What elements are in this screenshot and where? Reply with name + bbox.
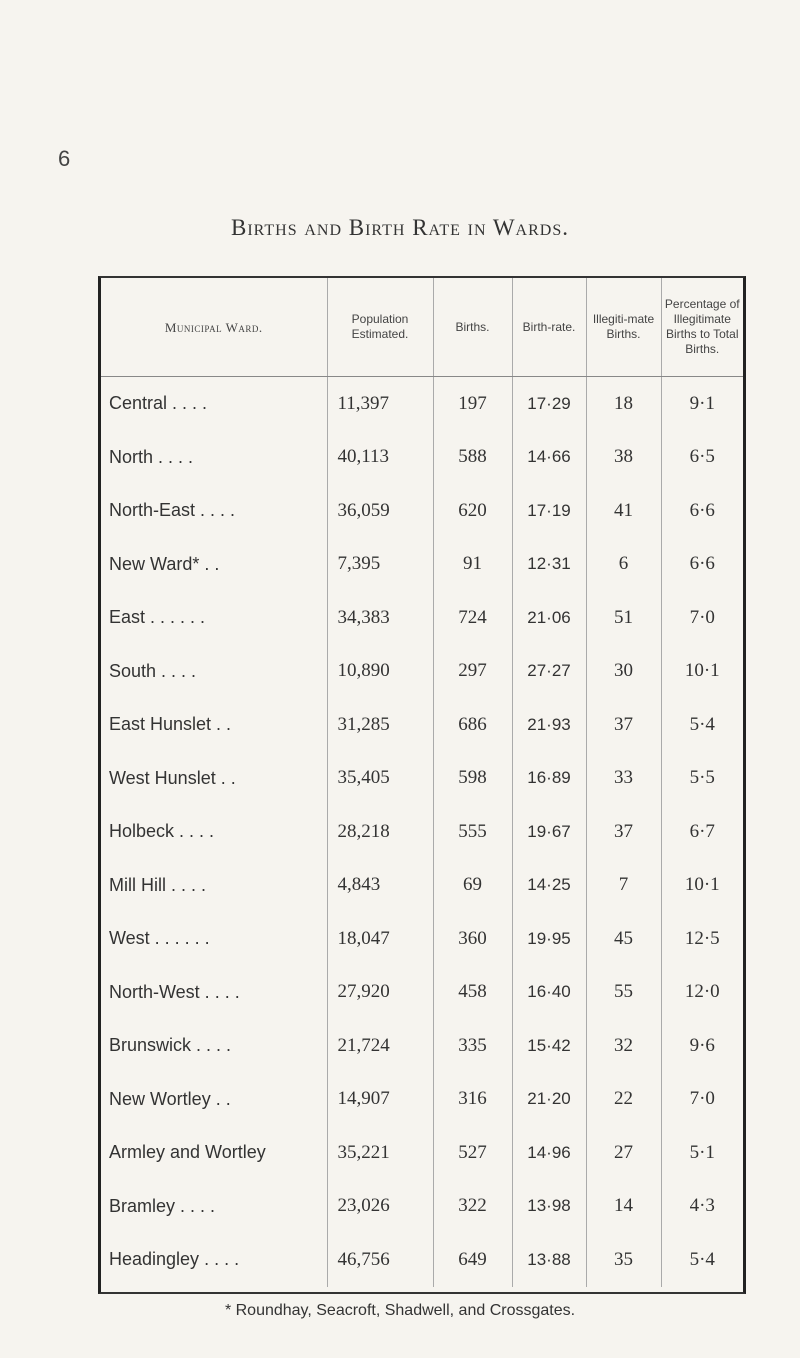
cell-ward: East . . . . . .: [109, 607, 206, 628]
header-percentage: Percentage of Illegitimate Births to Total Births.: [661, 278, 743, 377]
table-row: [101, 1073, 743, 1127]
cell-ward: Central . . . .: [109, 393, 208, 414]
cell-births: 322: [433, 1180, 512, 1234]
cell-percentage: 5·5: [661, 752, 743, 806]
cell-births: 91: [433, 538, 512, 592]
cell-births: 649: [433, 1233, 512, 1287]
cell-births: 527: [433, 1126, 512, 1180]
header-ward: Municipal Ward.: [101, 278, 327, 377]
cell-percentage: 6·5: [661, 431, 743, 485]
cell-births: 598: [433, 752, 512, 806]
cell-illegitimate: 27: [586, 1126, 661, 1180]
cell-illegitimate: 41: [586, 484, 661, 538]
table-row: [101, 912, 743, 966]
cell-percentage: 9·6: [661, 1019, 743, 1073]
cell-ward: Bramley . . . .: [109, 1195, 216, 1216]
table-row: [101, 538, 743, 592]
table-row: [101, 484, 743, 538]
cell-percentage: 5·1: [661, 1126, 743, 1180]
cell-illegitimate: 51: [586, 591, 661, 645]
cell-births: 197: [433, 377, 512, 431]
table-row: [101, 859, 743, 913]
header-row: [101, 278, 743, 377]
cell-percentage: 4·3: [661, 1180, 743, 1234]
cell-ward: Armley and Wortley: [109, 1142, 266, 1163]
cell-population: 35,405: [327, 752, 433, 806]
cell-births: 588: [433, 431, 512, 485]
cell-illegitimate: 6: [586, 538, 661, 592]
cell-population: 11,397: [327, 377, 433, 431]
cell-percentage: 9·1: [661, 377, 743, 431]
table-row: [101, 645, 743, 699]
cell-birth-rate: 17·29: [512, 377, 586, 431]
cell-birth-rate: 19·67: [512, 805, 586, 859]
cell-birth-rate: 14·66: [512, 431, 586, 485]
cell-illegitimate: 33: [586, 752, 661, 806]
cell-ward: North-West . . . .: [109, 981, 240, 1002]
cell-births: 724: [433, 591, 512, 645]
cell-birth-rate: 17·19: [512, 484, 586, 538]
cell-birth-rate: 16·89: [512, 752, 586, 806]
cell-ward: West . . . . . .: [109, 928, 210, 949]
births-table: [101, 278, 743, 1287]
cell-birth-rate: 14·25: [512, 859, 586, 913]
cell-ward: North-East . . . .: [109, 500, 236, 521]
cell-illegitimate: 45: [586, 912, 661, 966]
cell-population: 14,907: [327, 1073, 433, 1127]
cell-illegitimate: 55: [586, 966, 661, 1020]
cell-births: 297: [433, 645, 512, 699]
footnote: * Roundhay, Seacroft, Shadwell, and Crossgates.: [224, 1302, 576, 1319]
cell-percentage: 6·6: [661, 538, 743, 592]
cell-births: 316: [433, 1073, 512, 1127]
cell-population: 23,026: [327, 1180, 433, 1234]
cell-percentage: 7·0: [661, 1073, 743, 1127]
cell-percentage: 5·4: [661, 1233, 743, 1287]
cell-population: 46,756: [327, 1233, 433, 1287]
header-birth-rate: Birth-rate.: [512, 278, 586, 377]
table-row: [101, 1019, 743, 1073]
cell-birth-rate: 14·96: [512, 1126, 586, 1180]
table-row: [101, 431, 743, 485]
page-title: Births and Birth Rate in Wards.: [230, 215, 569, 240]
cell-ward: Mill Hill . . . .: [109, 874, 206, 895]
cell-illegitimate: 7: [586, 859, 661, 913]
cell-population: 4,843: [327, 859, 433, 913]
cell-illegitimate: 30: [586, 645, 661, 699]
cell-births: 69: [433, 859, 512, 913]
table-row: [101, 1180, 743, 1234]
cell-population: 10,890: [327, 645, 433, 699]
cell-ward: North . . . .: [109, 446, 194, 467]
cell-population: 31,285: [327, 698, 433, 752]
table-row: [101, 591, 743, 645]
cell-birth-rate: 13·88: [512, 1233, 586, 1287]
cell-percentage: 7·0: [661, 591, 743, 645]
page-number: 6: [58, 146, 71, 171]
cell-birth-rate: 19·95: [512, 912, 586, 966]
cell-births: 335: [433, 1019, 512, 1073]
cell-population: 21,724: [327, 1019, 433, 1073]
cell-percentage: 12·5: [661, 912, 743, 966]
cell-birth-rate: 13·98: [512, 1180, 586, 1234]
cell-birth-rate: 21·93: [512, 698, 586, 752]
cell-population: 34,383: [327, 591, 433, 645]
cell-birth-rate: 21·06: [512, 591, 586, 645]
births-table-frame: [98, 276, 746, 1294]
header-population: Population Estimated.: [327, 278, 433, 377]
cell-births: 620: [433, 484, 512, 538]
cell-population: 40,113: [327, 431, 433, 485]
cell-illegitimate: 37: [586, 698, 661, 752]
cell-percentage: 6·7: [661, 805, 743, 859]
cell-population: 36,059: [327, 484, 433, 538]
cell-population: 18,047: [327, 912, 433, 966]
header-births: Births.: [433, 278, 512, 377]
cell-ward: Headingley . . . .: [109, 1249, 240, 1270]
cell-ward: West Hunslet . .: [109, 767, 236, 788]
cell-birth-rate: 15·42: [512, 1019, 586, 1073]
cell-ward: Holbeck . . . .: [109, 821, 215, 842]
table-row: [101, 698, 743, 752]
cell-percentage: 12·0: [661, 966, 743, 1020]
cell-births: 686: [433, 698, 512, 752]
cell-percentage: 6·6: [661, 484, 743, 538]
cell-illegitimate: 14: [586, 1180, 661, 1234]
cell-percentage: 10·1: [661, 859, 743, 913]
table-row: [101, 966, 743, 1020]
cell-birth-rate: 12·31: [512, 538, 586, 592]
cell-births: 555: [433, 805, 512, 859]
cell-births: 458: [433, 966, 512, 1020]
cell-population: 28,218: [327, 805, 433, 859]
cell-ward: New Ward* . .: [109, 553, 220, 574]
cell-birth-rate: 21·20: [512, 1073, 586, 1127]
header-illegitimate: Illegiti-mate Births.: [586, 278, 661, 377]
cell-birth-rate: 27·27: [512, 645, 586, 699]
table-row: [101, 752, 743, 806]
cell-population: 7,395: [327, 538, 433, 592]
cell-births: 360: [433, 912, 512, 966]
cell-population: 27,920: [327, 966, 433, 1020]
cell-illegitimate: 35: [586, 1233, 661, 1287]
cell-ward: East Hunslet . .: [109, 714, 232, 735]
cell-illegitimate: 18: [586, 377, 661, 431]
cell-population: 35,221: [327, 1126, 433, 1180]
cell-percentage: 10·1: [661, 645, 743, 699]
table-row: [101, 1126, 743, 1180]
table-body: [101, 377, 743, 1287]
table-row: [101, 377, 743, 431]
cell-illegitimate: 37: [586, 805, 661, 859]
cell-ward: South . . . .: [109, 660, 197, 681]
cell-illegitimate: 32: [586, 1019, 661, 1073]
table-header: [101, 278, 743, 377]
cell-percentage: 5·4: [661, 698, 743, 752]
cell-illegitimate: 22: [586, 1073, 661, 1127]
cell-ward: Brunswick . . . .: [109, 1035, 232, 1056]
table-row: [101, 805, 743, 859]
table-row: [101, 1233, 743, 1287]
cell-ward: New Wortley . .: [109, 1088, 231, 1109]
cell-birth-rate: 16·40: [512, 966, 586, 1020]
cell-illegitimate: 38: [586, 431, 661, 485]
